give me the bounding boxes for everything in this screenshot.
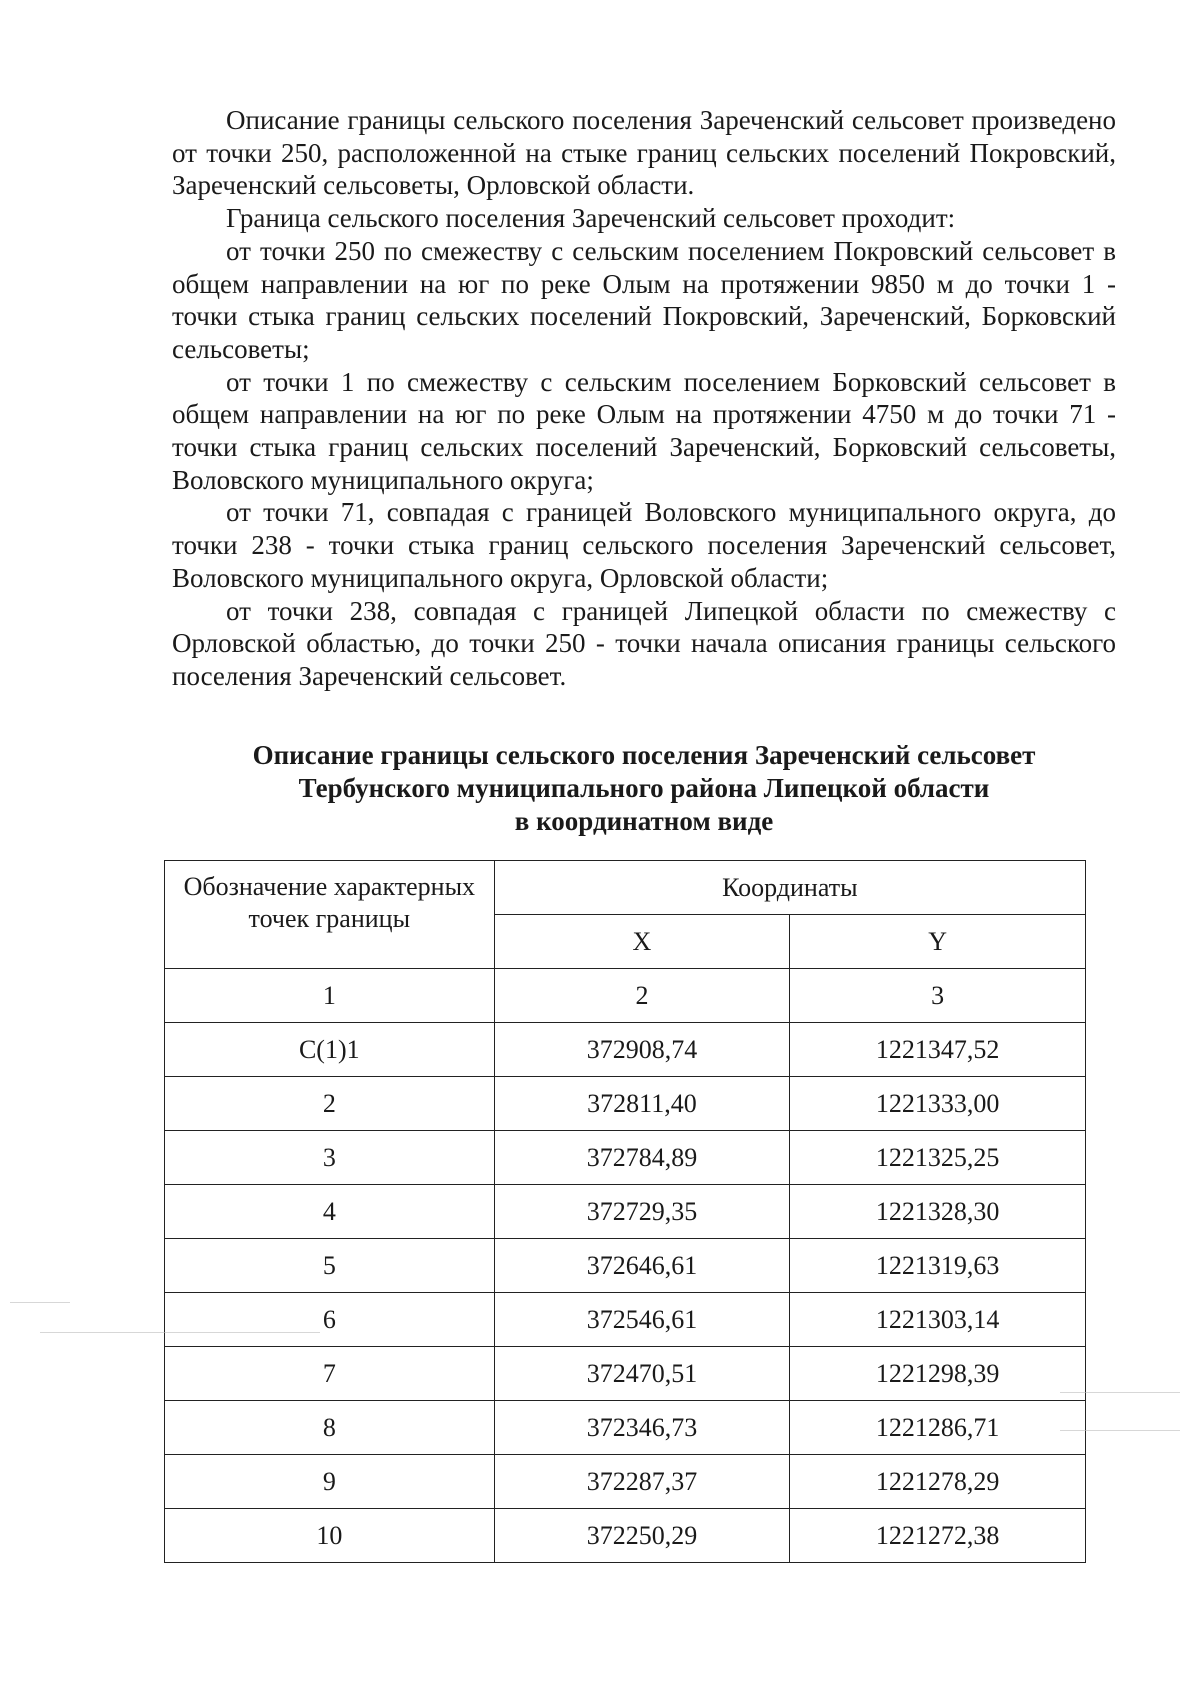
y-cell: 1221325,25 [790, 1131, 1086, 1185]
x-cell: 372646,61 [494, 1239, 790, 1293]
point-cell: 4 [165, 1185, 495, 1239]
paragraph-segment-238-250: от точки 238, совпадая с границей Липецкой области по смежеству с Орловской областью, до точки 250 - точки начала описания границы сельского поселения Зареченский сельсовет. [172, 595, 1116, 691]
paragraph-segment-71-238: от точки 71, совпадая с границей Воловского муниципального округа, до точки 238 - точки стыка границ сельского поселения Зареченский сельсовет, Воловского муниципального округа, Орловской области; [172, 497, 1116, 593]
y-cell: 1221298,39 [790, 1347, 1086, 1401]
scan-artifact [1060, 1430, 1180, 1431]
index-cell: 3 [790, 969, 1086, 1023]
x-cell: 372729,35 [494, 1185, 790, 1239]
column-header-coordinates: Координаты [494, 861, 1085, 915]
column-header-y: Y [790, 915, 1086, 969]
table-row [165, 1185, 1086, 1239]
point-cell: 5 [165, 1239, 495, 1293]
document-page [172, 104, 1116, 838]
point-cell: 9 [165, 1455, 495, 1509]
table-row [165, 1455, 1086, 1509]
point-cell: 7 [165, 1347, 495, 1401]
heading-line-3: в координатном виде [514, 805, 774, 836]
table-row [165, 1077, 1086, 1131]
y-cell: 1221286,71 [790, 1401, 1086, 1455]
point-cell: 8 [165, 1401, 495, 1455]
y-cell: 1221278,29 [790, 1455, 1086, 1509]
x-cell: 372546,61 [494, 1293, 790, 1347]
y-cell: 1221272,38 [790, 1509, 1086, 1563]
paragraph-boundary-passes: Граница сельского поселения Зареченский сельсовет проходит: [226, 203, 956, 234]
heading-line-2: Тербунского муниципального района Липецкой области [298, 772, 990, 803]
y-cell: 1221347,52 [790, 1023, 1086, 1077]
table-row [165, 1293, 1086, 1347]
table-row [165, 1239, 1086, 1293]
paragraph-segment-250-1: от точки 250 по смежеству с сельским поселением Покровский сельсовет в общем направлении на юг по реке Олым на протяжении 9850 м до точки 1 - точки стыка границ сельских поселений Покровский, Зареченский, Борковский сельсоветы; [172, 235, 1116, 364]
y-cell: 1221303,14 [790, 1293, 1086, 1347]
table-index-row [165, 969, 1086, 1023]
column-header-x: X [494, 915, 790, 969]
y-cell: 1221319,63 [790, 1239, 1086, 1293]
point-cell: 10 [165, 1509, 495, 1563]
x-cell: 372470,51 [494, 1347, 790, 1401]
x-cell: 372784,89 [494, 1131, 790, 1185]
y-cell: 1221333,00 [790, 1077, 1086, 1131]
x-cell: 372250,29 [494, 1509, 790, 1563]
coordinates-table [164, 860, 1086, 1563]
paragraph-intro: Описание границы сельского поселения Зареченский сельсовет произведено от точки 250, расположенной на стыке границ сельских поселений Покровский, Зареченский сельсоветы, Орловской области. [172, 105, 1116, 201]
scan-artifact [40, 1332, 320, 1333]
table-row [165, 1131, 1086, 1185]
scan-artifact [10, 1302, 70, 1303]
table-row [165, 1509, 1086, 1563]
table-heading [172, 739, 1116, 838]
x-cell: 372287,37 [494, 1455, 790, 1509]
x-cell: 372811,40 [494, 1077, 790, 1131]
point-cell: 2 [165, 1077, 495, 1131]
heading-line-1: Описание границы сельского поселения Зареченский сельсовет [252, 739, 1036, 770]
table-row [165, 1347, 1086, 1401]
point-cell: 6 [165, 1293, 495, 1347]
point-cell: С(1)1 [165, 1023, 495, 1077]
index-cell: 2 [494, 969, 790, 1023]
index-cell: 1 [165, 969, 495, 1023]
x-cell: 372346,73 [494, 1401, 790, 1455]
column-header-point: Обозначение характерных точек границы [165, 861, 495, 969]
x-cell: 372908,74 [494, 1023, 790, 1077]
paragraph-segment-1-71: от точки 1 по смежеству с сельским поселением Борковский сельсовет в общем направлении на юг по реке Олым на протяжении 4750 м до точки 71 - точки стыка границ сельских поселений Зареченский, Борковский сельсоветы, Воловского муниципального округа; [172, 366, 1116, 495]
point-cell: 3 [165, 1131, 495, 1185]
table-row [165, 1401, 1086, 1455]
y-cell: 1221328,30 [790, 1185, 1086, 1239]
scan-artifact [1060, 1392, 1180, 1393]
table-row [165, 1023, 1086, 1077]
